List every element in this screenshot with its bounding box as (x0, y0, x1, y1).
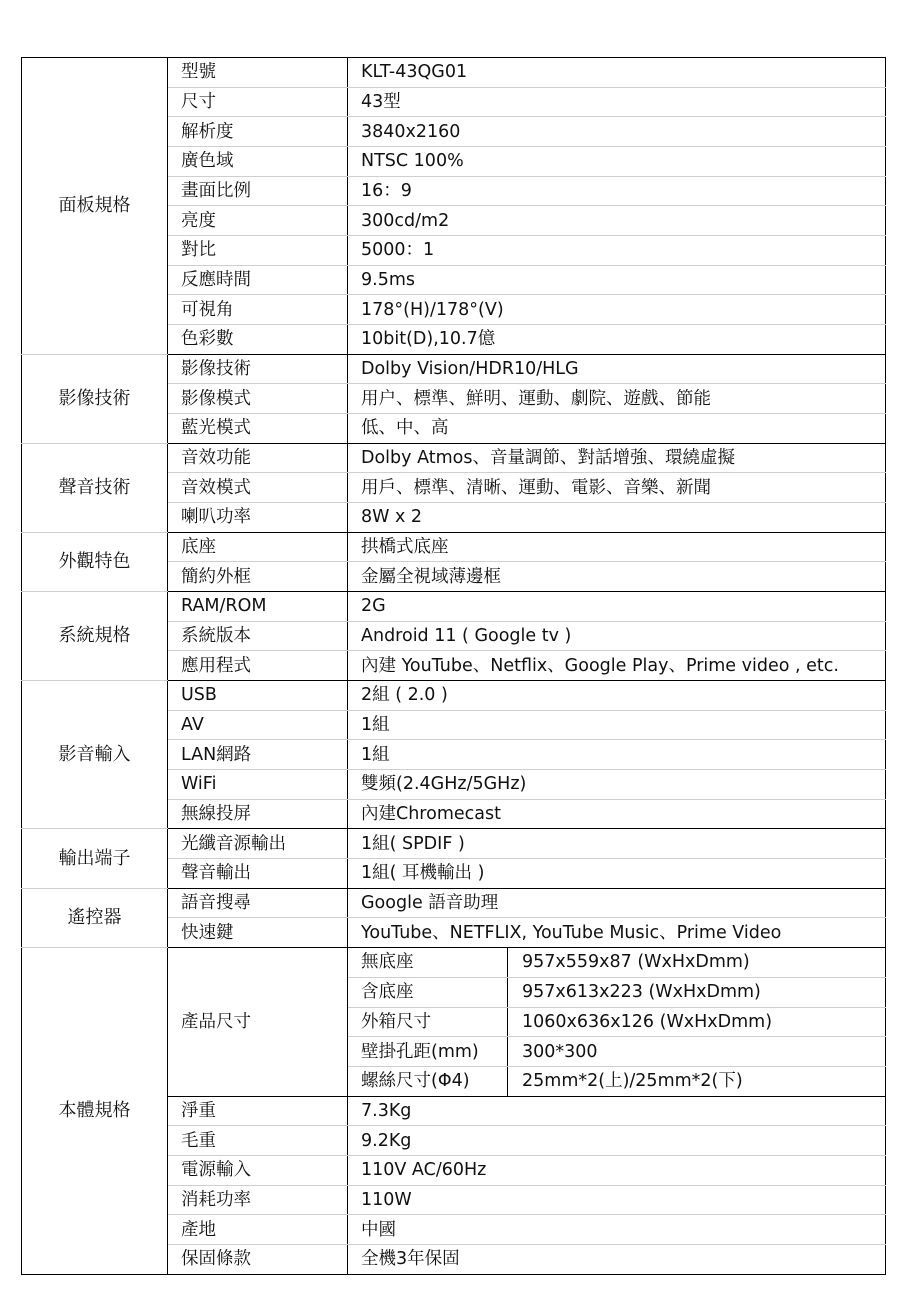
spec-label: WiFi (168, 770, 348, 800)
spec-label: 音效模式 (168, 473, 348, 503)
spec-row (22, 592, 886, 622)
size-label: 產品尺寸 (168, 948, 348, 1096)
spec-value: 9.5ms (348, 265, 886, 295)
spec-value: KLT-43QG01 (348, 58, 886, 88)
size-spec-value: 957x613x223 (WxHxDmm) (508, 977, 886, 1007)
spec-value: 1組( 耳機輸出 ) (348, 859, 886, 889)
group-title: 系統規格 (22, 592, 168, 681)
spec-label: 光纖音源輸出 (168, 829, 348, 859)
spec-value: Dolby Atmos、音量調節、對話增強、環繞虛擬 (348, 443, 886, 473)
spec-label: LAN網路 (168, 740, 348, 770)
spec-value: Dolby Vision/HDR10/HLG (348, 354, 886, 384)
spec-value: 1組 (348, 710, 886, 740)
spec-row (22, 948, 886, 978)
spec-row (22, 443, 886, 473)
spec-label: AV (168, 710, 348, 740)
spec-value: 2G (348, 592, 886, 622)
size-spec-value: 25mm*2(上)/25mm*2(下) (508, 1066, 886, 1096)
spec-row (22, 681, 886, 711)
spec-label: 簡約外框 (168, 562, 348, 592)
spec-value: 16：9 (348, 176, 886, 206)
spec-label: 色彩數 (168, 325, 348, 355)
spec-value: NTSC 100% (348, 147, 886, 177)
spec-label: 應用程式 (168, 651, 348, 681)
spec-value: 2組 ( 2.0 ) (348, 681, 886, 711)
spec-label: 電源輸入 (168, 1155, 348, 1185)
group-title: 外觀特色 (22, 532, 168, 591)
spec-value: Android 11 ( Google tv ) (348, 621, 886, 651)
spec-label: 底座 (168, 532, 348, 562)
spec-value: 1組( SPDIF ) (348, 829, 886, 859)
spec-value: 110V AC/60Hz (348, 1155, 886, 1185)
spec-label: 淨重 (168, 1096, 348, 1126)
spec-value: 178°(H)/178°(V) (348, 295, 886, 325)
spec-value: 10bit(D),10.7億 (348, 325, 886, 355)
spec-value: 1組 (348, 740, 886, 770)
spec-value: 用戶、標準、清晰、運動、電影、音樂、新聞 (348, 473, 886, 503)
spec-row (22, 888, 886, 918)
spec-label: 亮度 (168, 206, 348, 236)
group-title: 本體規格 (22, 948, 168, 1274)
spec-label: 對比 (168, 236, 348, 266)
spec-label: 藍光模式 (168, 414, 348, 444)
spec-row (22, 532, 886, 562)
size-spec-value: 300*300 (508, 1037, 886, 1067)
size-spec-label: 無底座 (348, 948, 508, 978)
spec-label: 無線投屏 (168, 799, 348, 829)
spec-value: 43型 (348, 87, 886, 117)
spec-label: 尺寸 (168, 87, 348, 117)
spec-value: 5000：1 (348, 236, 886, 266)
size-spec-label: 外箱尺寸 (348, 1007, 508, 1037)
spec-value: 9.2Kg (348, 1126, 886, 1156)
spec-value: 300cd/m2 (348, 206, 886, 236)
spec-value: 內建Chromecast (348, 799, 886, 829)
group-title: 輸出端子 (22, 829, 168, 888)
spec-label: 音效功能 (168, 443, 348, 473)
spec-row (22, 58, 886, 88)
spec-label: 系統版本 (168, 621, 348, 651)
spec-label: 喇叭功率 (168, 503, 348, 533)
spec-label: 毛重 (168, 1126, 348, 1156)
spec-row (22, 354, 886, 384)
spec-label: 快速鍵 (168, 918, 348, 948)
spec-label: 產地 (168, 1215, 348, 1245)
spec-label: 畫面比例 (168, 176, 348, 206)
spec-value: 拱橋式底座 (348, 532, 886, 562)
group-title: 影像技術 (22, 354, 168, 443)
spec-label: 可視角 (168, 295, 348, 325)
spec-label: 聲音輸出 (168, 859, 348, 889)
group-title: 影音輸入 (22, 681, 168, 829)
group-title: 面板規格 (22, 58, 168, 355)
spec-value: YouTube、NETFLIX, YouTube Music、Prime Video (348, 918, 886, 948)
spec-value: 3840x2160 (348, 117, 886, 147)
size-spec-value: 957x559x87 (WxHxDmm) (508, 948, 886, 978)
spec-table (21, 57, 886, 1275)
spec-value: 內建 YouTube、Netflix、Google Play、Prime video , etc. (348, 651, 886, 681)
spec-value: 中國 (348, 1215, 886, 1245)
spec-value: 全機3年保固 (348, 1244, 886, 1274)
spec-label: 語音搜尋 (168, 888, 348, 918)
spec-table-body (22, 58, 886, 1275)
spec-value: 低、中、高 (348, 414, 886, 444)
spec-row (22, 829, 886, 859)
group-title: 遙控器 (22, 888, 168, 947)
spec-value: 金屬全視域薄邊框 (348, 562, 886, 592)
size-spec-label: 含底座 (348, 977, 508, 1007)
spec-label: 廣色域 (168, 147, 348, 177)
spec-label: 型號 (168, 58, 348, 88)
spec-label: USB (168, 681, 348, 711)
spec-value: 110W (348, 1185, 886, 1215)
spec-value: 8W x 2 (348, 503, 886, 533)
size-spec-value: 1060x636x126 (WxHxDmm) (508, 1007, 886, 1037)
size-spec-label: 螺絲尺寸(Φ4) (348, 1066, 508, 1096)
spec-label: 影像模式 (168, 384, 348, 414)
spec-value: 用户、標準、鮮明、運動、劇院、遊戲、節能 (348, 384, 886, 414)
spec-label: 反應時間 (168, 265, 348, 295)
spec-label: 影像技術 (168, 354, 348, 384)
spec-label: 解析度 (168, 117, 348, 147)
spec-label: 保固條款 (168, 1244, 348, 1274)
spec-value: 7.3Kg (348, 1096, 886, 1126)
size-spec-label: 壁掛孔距(mm) (348, 1037, 508, 1067)
group-title: 聲音技術 (22, 443, 168, 532)
spec-label: RAM/ROM (168, 592, 348, 622)
spec-value: Google 語音助理 (348, 888, 886, 918)
spec-label: 消耗功率 (168, 1185, 348, 1215)
spec-value: 雙頻(2.4GHz/5GHz) (348, 770, 886, 800)
